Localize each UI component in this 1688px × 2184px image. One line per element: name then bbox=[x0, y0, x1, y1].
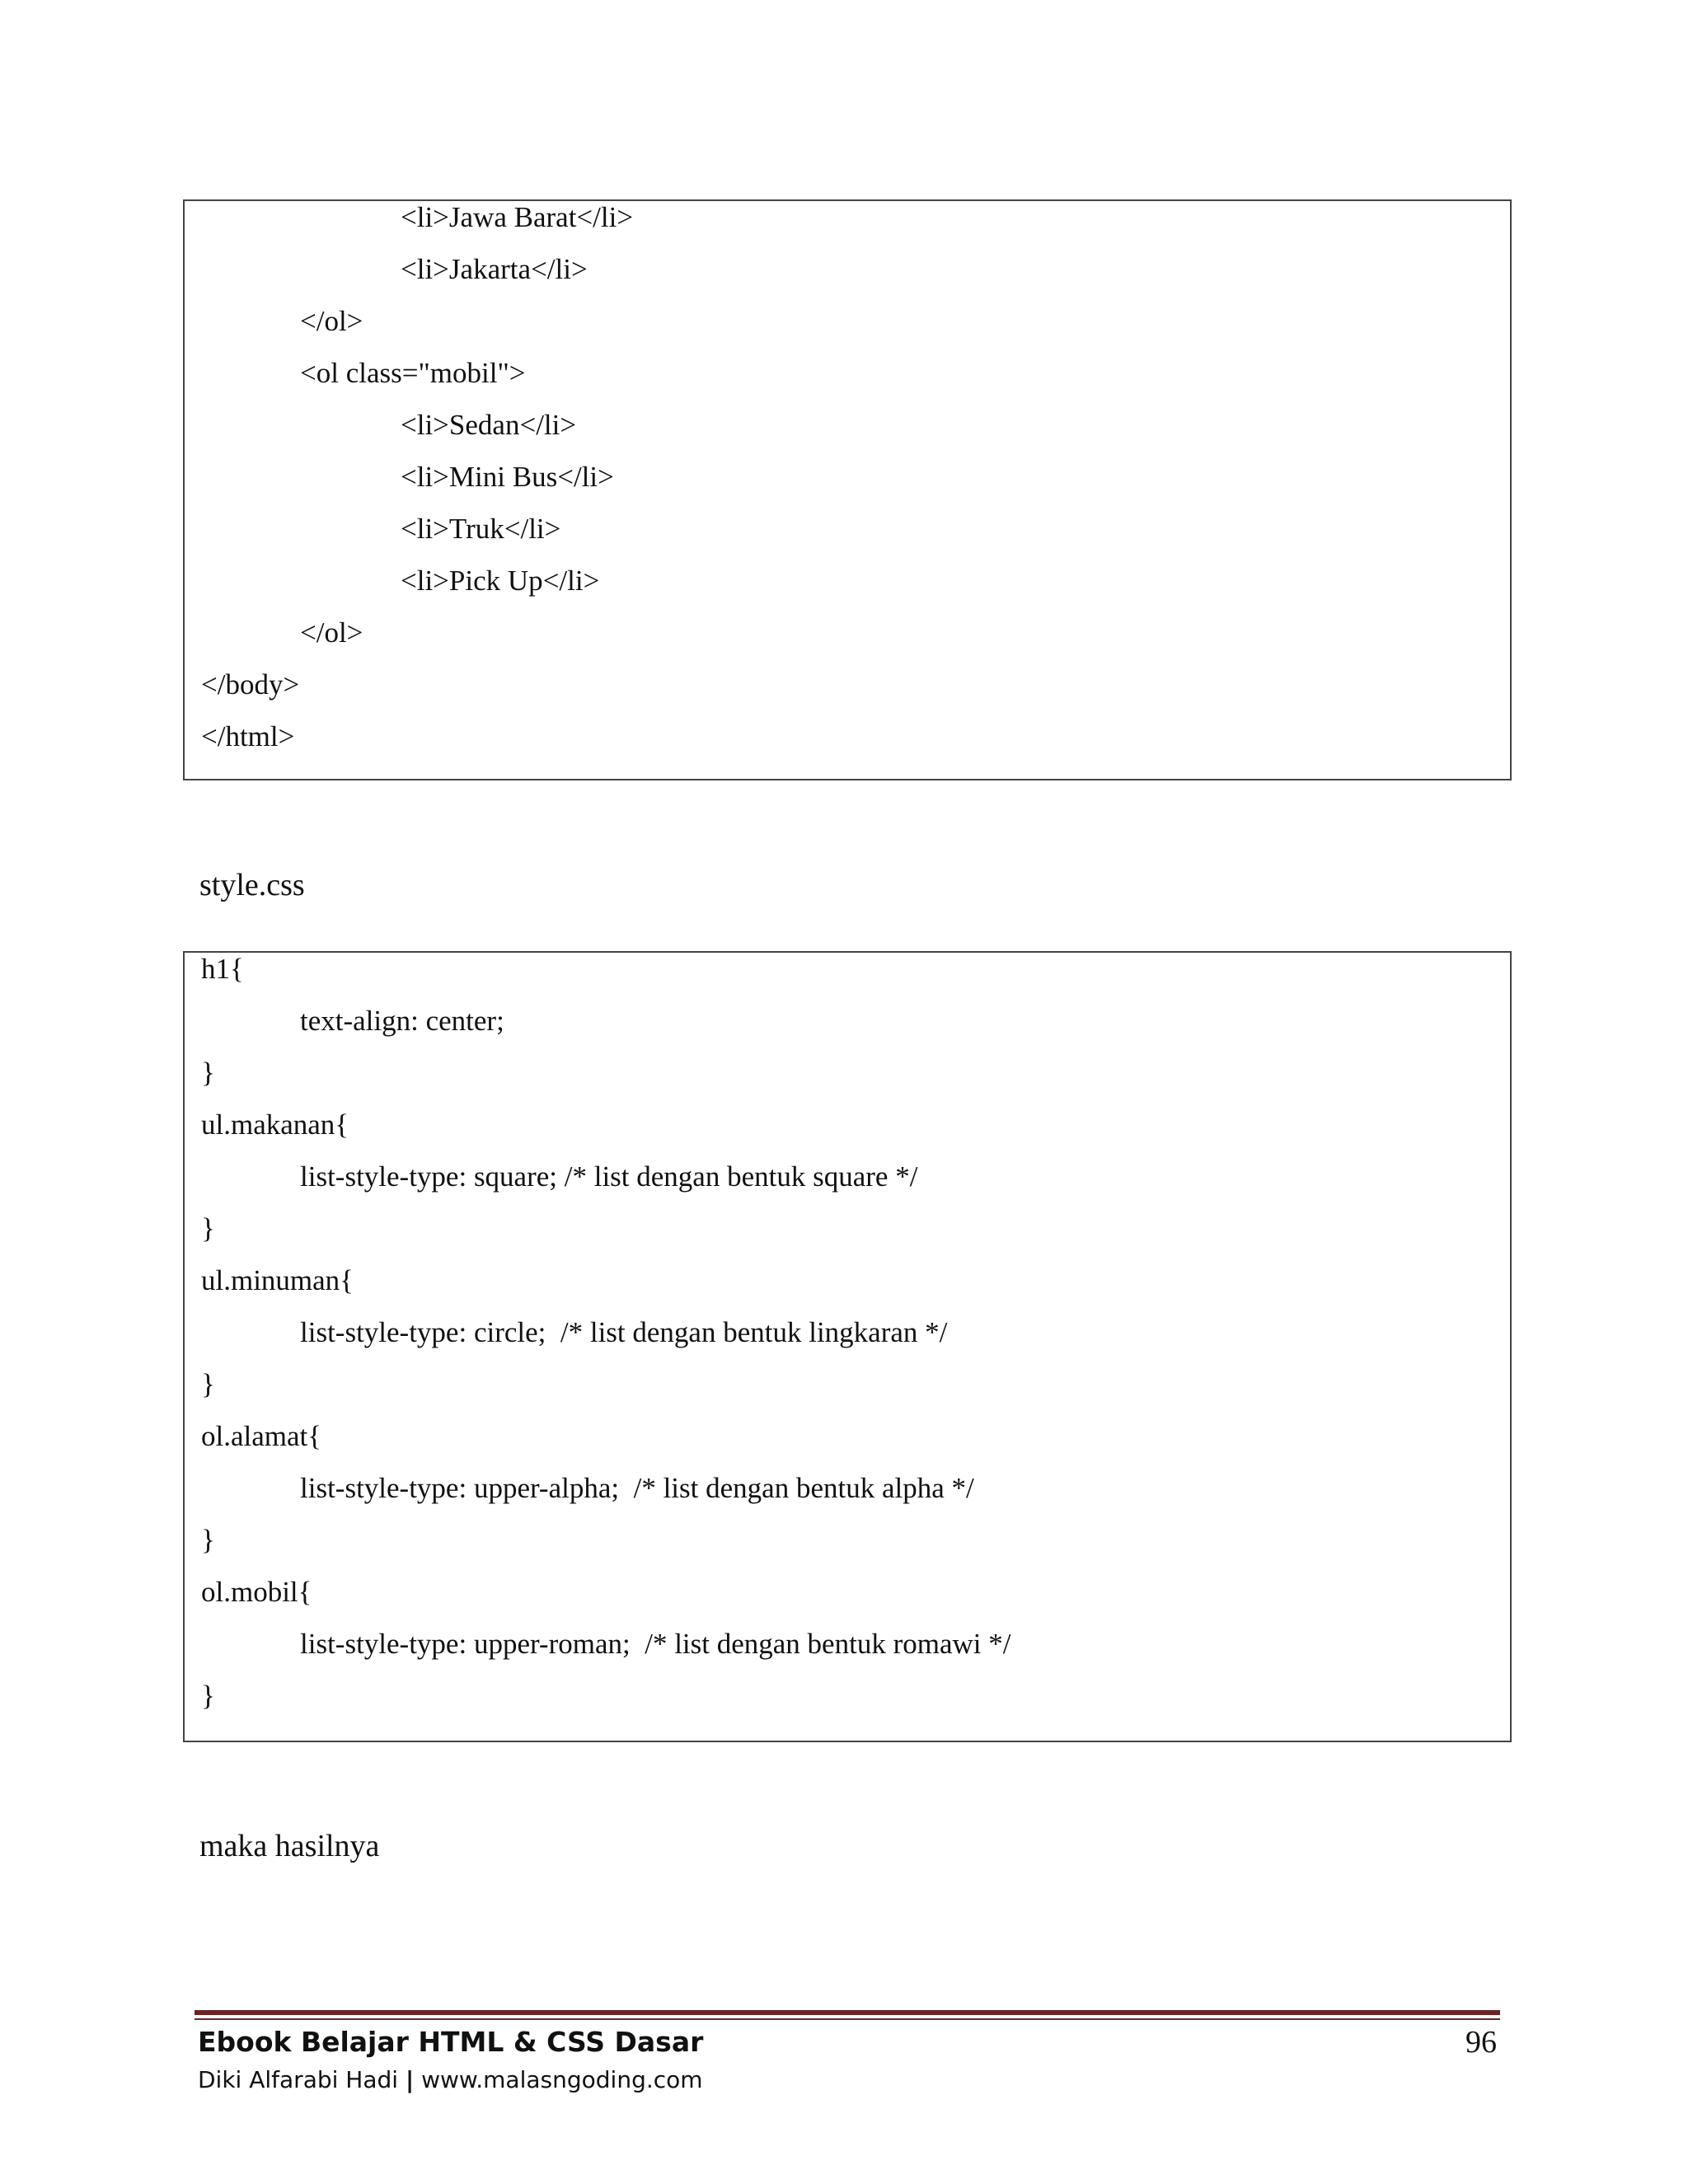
code-line: list-style-type: upper-roman; /* list dengan bentuk romawi */ bbox=[300, 1628, 1011, 1660]
footer-credit bbox=[198, 2066, 703, 2094]
code-line: } bbox=[201, 1524, 215, 1556]
html-code-block bbox=[183, 199, 1512, 780]
code-line: <li>Mini Bus</li> bbox=[401, 461, 614, 493]
code-line: <li>Sedan</li> bbox=[401, 409, 577, 441]
file-label: style.css bbox=[199, 868, 305, 902]
code-line: h1{ bbox=[201, 953, 244, 985]
result-paragraph: maka hasilnya bbox=[199, 1829, 380, 1863]
code-line: } bbox=[201, 1057, 215, 1089]
code-line: <li>Truk</li> bbox=[401, 513, 561, 545]
code-line: <ol class="mobil"> bbox=[300, 357, 526, 389]
code-line: } bbox=[201, 1212, 215, 1244]
footer-separator: | bbox=[405, 2066, 415, 2093]
footer-divider bbox=[195, 2010, 1500, 2015]
code-line: list-style-type: circle; /* list dengan bentuk lingkaran */ bbox=[300, 1316, 948, 1348]
footer-author: Diki Alfarabi Hadi bbox=[198, 2066, 399, 2093]
footer-website: www.malasngoding.com bbox=[421, 2066, 703, 2093]
code-line: </body> bbox=[201, 668, 300, 701]
code-line: <li>Pick Up</li> bbox=[401, 565, 600, 597]
page-number: 96 bbox=[1465, 2025, 1497, 2060]
code-line: text-align: center; bbox=[300, 1005, 504, 1037]
code-line: </ol> bbox=[300, 305, 363, 337]
code-line: } bbox=[201, 1680, 215, 1712]
code-line: list-style-type: upper-alpha; /* list dengan bentuk alpha */ bbox=[300, 1472, 974, 1504]
code-line: <li>Jawa Barat</li> bbox=[401, 201, 634, 233]
code-line: } bbox=[201, 1368, 215, 1400]
footer-divider-thin bbox=[195, 2018, 1500, 2020]
footer-book-title: Ebook Belajar HTML & CSS Dasar bbox=[198, 2026, 704, 2058]
code-line: <li>Jakarta</li> bbox=[401, 253, 588, 285]
code-line: list-style-type: square; /* list dengan bentuk square */ bbox=[300, 1160, 918, 1193]
code-line: </html> bbox=[201, 720, 295, 752]
code-line: ul.minuman{ bbox=[201, 1264, 354, 1296]
code-line: ol.mobil{ bbox=[201, 1576, 312, 1608]
code-line: </ol> bbox=[300, 616, 363, 649]
css-code-block bbox=[183, 951, 1512, 1742]
code-line: ol.alamat{ bbox=[201, 1420, 322, 1452]
code-line: ul.makanan{ bbox=[201, 1108, 349, 1141]
